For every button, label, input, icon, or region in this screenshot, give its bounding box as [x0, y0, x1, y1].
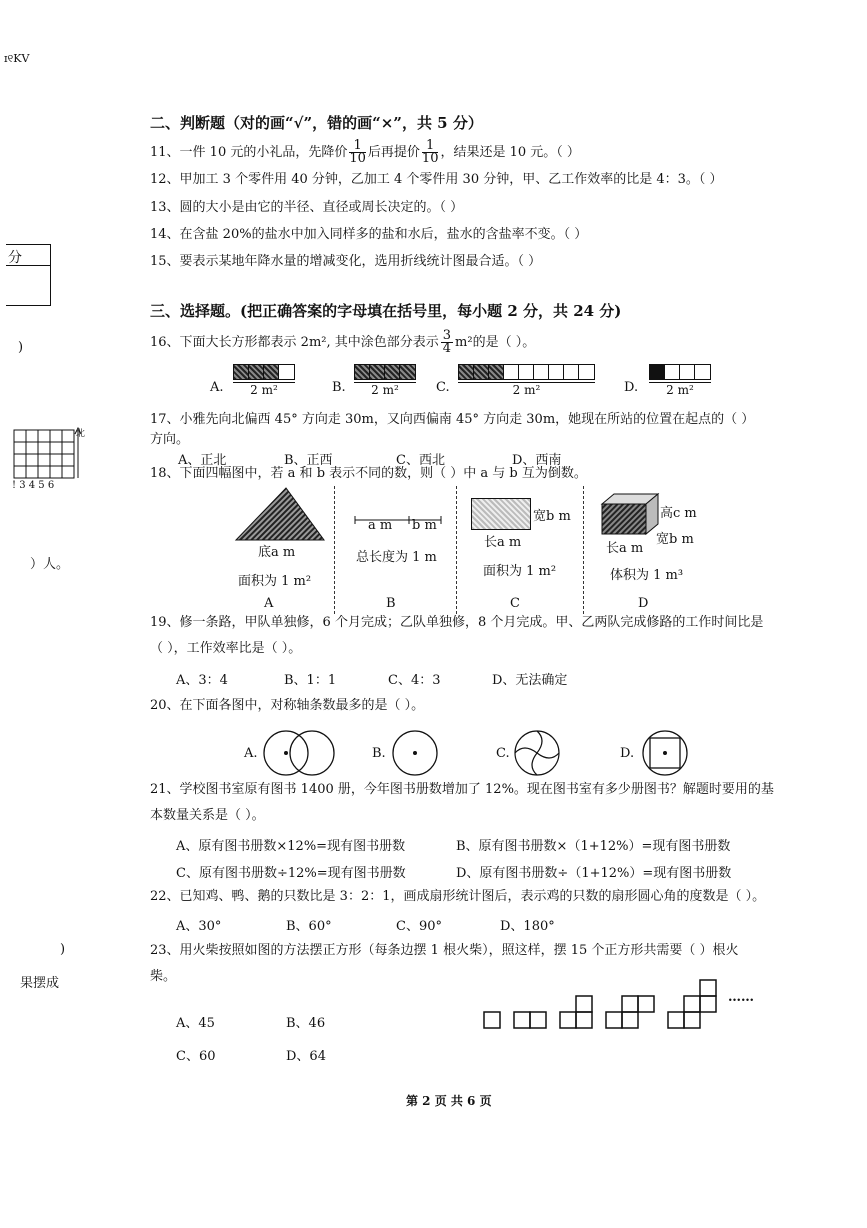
q22-option-c: C、90° — [396, 919, 442, 934]
q20-option-c-figure — [512, 728, 562, 782]
q18-triangle — [236, 486, 326, 542]
q18-b-letter: B — [386, 596, 396, 611]
q17-option-a: A、正北 — [178, 453, 227, 468]
score-box — [6, 244, 51, 306]
question-22: 22、已知鸡、鸭、鹅的只数比是 3：2：1，画成扇形统计图后，表示鸡的只数的扇形圆心角的度数是（ ）。 — [150, 889, 766, 904]
question-13: 13、圆的大小是由它的半径、直径或周长决定的。（ ） — [150, 200, 464, 215]
q16-text-post: m²的是（ ）。 — [455, 335, 536, 350]
q16-bar-b — [354, 364, 416, 380]
q20-option-a-figure — [262, 728, 340, 782]
question-19-line-2: （ ），工作效率比是（ ）。 — [150, 641, 302, 656]
question-20: 20、在下面各图中，对称轴条数最多的是（ ）。 — [150, 698, 425, 713]
q18-b-bm: b m — [412, 518, 437, 533]
q18-a-letter: A — [264, 596, 274, 611]
q17-option-b: B、正西 — [284, 453, 333, 468]
q16-fraction — [441, 330, 453, 355]
q20-option-a-label: A. — [244, 746, 258, 761]
q18-divider-1 — [334, 486, 336, 614]
fraction-numerator: 3 — [442, 328, 452, 343]
q16-bar-b-unit: 2 m² — [354, 382, 416, 397]
question-14: 14、在含盐 20%的盐水中加入同样多的盐和水后，盐水的含盐率不变。（ ） — [150, 227, 588, 242]
q19-option-c: C、4：3 — [388, 673, 441, 688]
q19-option-b: B、1：1 — [284, 673, 337, 688]
q20-option-c-label: C. — [496, 746, 510, 761]
q16-text-pre: 16、下面大长方形都表示 2m², 其中涂色部分表示 — [150, 335, 439, 350]
q16-bar-d-unit: 2 m² — [649, 382, 711, 397]
question-18: 18、下面四幅图中，若 a 和 b 表示不同的数，则（ ）中 a 与 b 互为倒数。 — [150, 466, 587, 481]
question-17-line-2: 方向。 — [150, 432, 190, 447]
page-number: 第 2 页 共 6 页 — [406, 1094, 492, 1108]
two-circles-icon — [262, 728, 340, 778]
q16-option-c-label: C. — [436, 380, 450, 395]
q22-option-a: A、30° — [176, 919, 222, 934]
q18-a-caption: 面积为 1 m² — [238, 574, 312, 589]
q16-option-d-label: D. — [624, 380, 639, 395]
q18-d-letter: D — [638, 596, 649, 611]
matchstick-squares — [482, 976, 722, 1032]
edge-fragment-top: ɪ୧KV — [4, 52, 30, 65]
q21-option-c: C、原有图书册数÷12%=现有图书册数 — [176, 866, 406, 881]
fraction-denominator: 10 — [349, 151, 366, 166]
q21-option-a: A、原有图书册数×12%=现有图书册数 — [176, 839, 406, 854]
q18-d-high: 高c m — [660, 506, 697, 521]
question-21-line-1: 21、学校图书室原有图书 1400 册，今年图书册数增加了 12%。现在图书室有多少册图书？解题时要用的基 — [150, 782, 774, 797]
q16-bar-d — [649, 364, 711, 380]
question-11 — [150, 140, 580, 165]
judge-section-title: 二、判断题（对的画“√”，错的画“×”，共 5 分） — [150, 114, 483, 132]
question-23-line-1: 23、用火柴按照如图的方法摆正方形（每条边摆 1 根火柴），照这样，摆 15 个正方形共需要（ ）根火 — [150, 943, 739, 958]
question-19-line-1: 19、修一条路，甲队单独修，6 个月完成；乙队单独修，8 个月完成。甲、乙两队完成修路的工作时间比是 — [150, 615, 764, 630]
q20-option-d-label: D. — [620, 746, 635, 761]
q23-matchstick-figure — [482, 976, 722, 1036]
fraction-numerator: 1 — [422, 140, 439, 153]
edge-matches-cut: 果摆成 — [20, 976, 60, 991]
score-label: 分 — [8, 250, 22, 266]
q17-option-d: D、西南 — [512, 453, 562, 468]
q23-option-a: A、45 — [176, 1016, 215, 1031]
q18-divider-3 — [583, 486, 585, 614]
question-12: 12、甲加工 3 个零件用 40 分钟，乙加工 4 个零件用 30 分钟，甲、乙工作效率的比是 4：3。（ ） — [150, 172, 723, 187]
q16-bar-c-unit: 2 m² — [458, 382, 595, 397]
q21-option-b: B、原有图书册数×（1+12%）=现有图书册数 — [456, 839, 731, 854]
q11-text-mid: 后再提价 — [367, 145, 420, 160]
q18-b-caption: 总长度为 1 m — [356, 550, 437, 565]
grid-north-label: 北 — [76, 429, 86, 439]
q23-option-d: D、64 — [286, 1049, 326, 1064]
q20-option-b-figure — [390, 728, 440, 782]
fraction-denominator: 4 — [442, 341, 452, 356]
q16-bar-c — [458, 364, 595, 380]
q20-option-b-label: B. — [372, 746, 386, 761]
choice-section-title: 三、选择题。(把正确答案的字母填在括号里，每小题 2 分，共 24 分) — [150, 302, 622, 320]
q18-divider-2 — [456, 486, 458, 614]
q18-d-long: 长a m — [606, 541, 644, 556]
question-17-line-1: 17、小雅先向北偏西 45° 方向走 30m，又向西偏南 45° 方向走 30m，她现在所站的位置在起点的（ ） — [150, 412, 755, 427]
q11-fraction-1 — [349, 140, 366, 165]
question-15: 15、要表示某地年降水量的增减变化，选用折线统计图最合适。（ ） — [150, 254, 542, 269]
q11-text-post: ，结果还是 10 元。（ ） — [440, 145, 580, 160]
q17-option-c: C、西北 — [396, 453, 445, 468]
fraction-denominator: 10 — [421, 151, 439, 166]
q11-fraction-2 — [422, 140, 439, 165]
q22-option-d: D、180° — [500, 919, 555, 934]
pinwheel-circle-icon — [512, 728, 562, 778]
q18-c-wide: 宽b m — [533, 509, 571, 524]
q16-option-c-figure — [458, 364, 595, 397]
q20-option-d-figure — [640, 728, 690, 782]
edge-grid — [12, 428, 84, 500]
q16-bar-a-unit: 2 m² — [233, 382, 295, 397]
q18-c-caption: 面积为 1 m² — [483, 564, 557, 579]
question-16 — [150, 330, 535, 355]
q19-option-d: D、无法确定 — [492, 673, 568, 688]
q18-b-am: a m — [368, 518, 393, 533]
circle-with-center-icon — [390, 728, 440, 778]
q16-option-d-figure — [649, 364, 711, 397]
q16-option-b-figure — [354, 364, 416, 397]
q23-ellipsis: …… — [728, 990, 754, 1005]
q18-figure-a — [236, 486, 326, 546]
q19-option-a: A、3：4 — [176, 673, 228, 688]
question-21-line-2: 本数量关系是（ ）。 — [150, 808, 265, 823]
q22-option-b: B、60° — [286, 919, 332, 934]
edge-paren: ) — [18, 340, 24, 355]
q18-d-wide: 宽b m — [656, 532, 694, 547]
q18-a-base: 底a m — [258, 545, 296, 560]
q16-option-a-figure — [233, 364, 295, 397]
edge-paren-2: ) — [60, 942, 66, 957]
grid-axis-label: ! 3 4 5 6 — [12, 480, 55, 491]
q23-option-c: C、60 — [176, 1049, 216, 1064]
fraction-numerator: 1 — [349, 140, 366, 153]
q18-c-long: 长a m — [484, 535, 522, 550]
q11-text-pre: 11、一件 10 元的小礼品，先降价 — [150, 145, 348, 160]
q16-option-b-label: B. — [332, 380, 346, 395]
q18-figure-d — [600, 492, 662, 540]
q16-option-a-label: A. — [210, 380, 224, 395]
q18-c-letter: C — [510, 596, 520, 611]
question-23-line-2: 柴。 — [150, 969, 177, 984]
edge-people: ）人。 — [30, 557, 70, 572]
circle-with-square-icon — [640, 728, 690, 778]
q23-option-b: B、46 — [286, 1016, 326, 1031]
q18-d-caption: 体积为 1 m³ — [610, 568, 684, 583]
q16-bar-a — [233, 364, 295, 380]
q18-figure-c-rect — [471, 498, 531, 530]
q21-option-d: D、原有图书册数÷（1+12%）=现有图书册数 — [456, 866, 732, 881]
q18-cuboid — [600, 492, 662, 536]
